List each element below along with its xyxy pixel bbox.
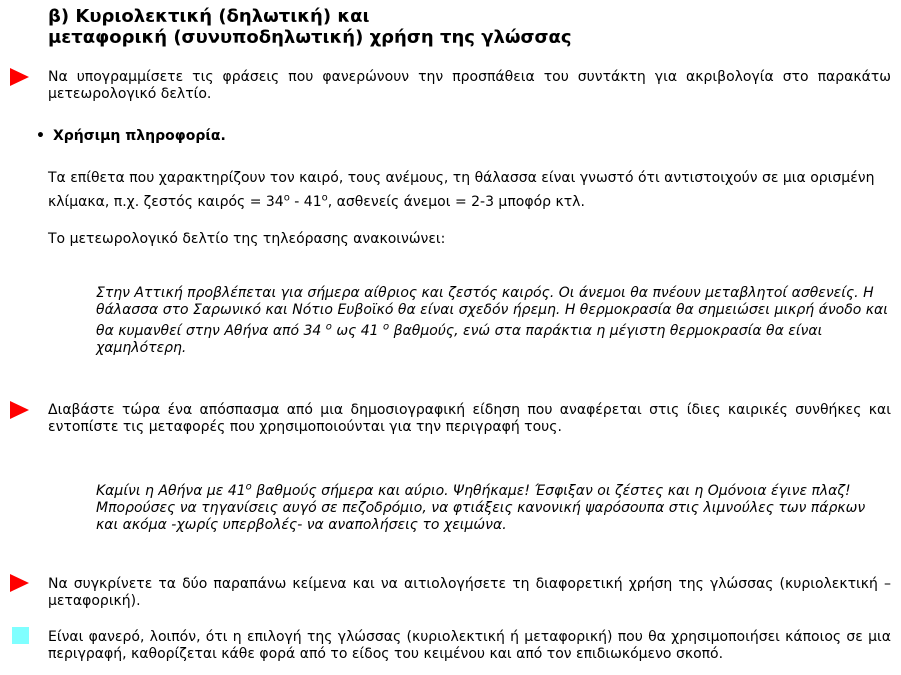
info-line-2b: - 41 — [289, 194, 322, 210]
bulletin-part-2c: βαθμούς, ενώ στα παράκτια η μέγιστη θερμοκρασία θα είναι χαμηλότερη. — [96, 323, 823, 356]
degree-mark: o — [245, 481, 252, 493]
section-title — [48, 6, 572, 48]
weather-bulletin-quote — [96, 285, 891, 357]
conclusion-text: Είναι φανερό, λοιπόν, ότι η επιλογή της γλώσσας (κυριολεκτική ή μεταφορική) που θα χρησιμοποιήσει κάποιος σε μια περιγραφή, καθορίζεται κάθε φορά από το είδος του κειμένου και από τον επιδιωκόμενο σκοπό. — [48, 629, 891, 662]
news-excerpt-quote — [96, 483, 891, 534]
task-2-text: Διαβάστε τώρα ένα απόσπασμα από μια δημοσιογραφική είδηση που αναφέρεται στις ίδιες καιρικές συνθήκες και εντοπίστε τις μεταφορές που χρησιμοποιούνται για την περιγραφή τους. — [48, 402, 891, 435]
info-paragraph — [48, 166, 891, 214]
info-line-2a: κλίμακα, π.χ. ζεστός καιρός = 34 — [48, 194, 284, 210]
red-triangle-arrow-icon — [10, 574, 29, 592]
news-part-1: Καμίνι η Αθήνα με 41 — [96, 483, 246, 499]
useful-info-heading — [36, 126, 226, 146]
section-title-line-1: β) Κυριολεκτική (δηλωτική) και — [48, 6, 370, 27]
bulletin-part-1: Στην Αττική προβλέπεται για σήμερα αίθριος και ζεστός καιρός. Οι άνεμοι θα πνέουν μεταβλητοί ασθενείς. Η θάλασσα στο Σαρωνικό και Νότιο Ευβοϊκό θα είναι σχεδόν ήρεμη. Η θερμοκρασία θα σημειώσει μικρή άνοδο και — [96, 285, 889, 318]
bullet-icon: • — [36, 128, 45, 144]
task-3-text: Να συγκρίνετε τα δύο παραπάνω κείμενα και να αιτιολογήσετε τη διαφορετική χρήση της γλώσσας (κυριολεκτική – μεταφορική). — [48, 576, 891, 609]
degree-mark: o — [283, 192, 290, 204]
news-part-2: βαθμούς σήμερα και αύριο. Ψηθήκαμε! Έσφιξαν οι ζέστες και η Ομόνοια έγινε πλαζ! Μπορούσες να τηγανίσεις αυγό σε πεζοδρόμιο, να φτιάξεις κανονική ψαρόσουπα στις λιμνούλες των πάρκων και ακόμα -χωρίς υπερβολές- να αναπολήσεις το χειμώνα. — [96, 483, 866, 533]
info-line-2c: , ασθενείς άνεμοι = 2-3 μποφόρ κτλ. — [327, 194, 585, 210]
task-1-text: Να υπογραμμίσετε τις φράσεις που φανερώνουν την προσπάθεια του συντάκτη για ακριβολογία στο παρακάτω μετεωρολογικό δελτίο. — [48, 69, 891, 102]
cyan-square-icon — [12, 627, 29, 644]
bulletin-part-2a: θα κυμανθεί στην Αθήνα από 34 — [96, 323, 326, 339]
info-line-1: Τα επίθετα που χαρακτηρίζουν τον καιρό, τους ανέμους, τη θάλασσα είναι γνωστό ότι αντιστοιχούν σε μια ορισμένη — [48, 170, 875, 186]
section-title-line-2: μεταφορική (συνυποδηλωτική) χρήση της γλώσσας — [48, 27, 572, 48]
bulletin-part-2b: ως 41 — [331, 323, 384, 339]
bulletin-intro: Το μετεωρολογικό δελτίο της τηλεόρασης ανακοινώνει: — [48, 231, 446, 247]
degree-mark: o — [321, 192, 328, 204]
degree-mark: o — [325, 321, 332, 333]
degree-mark: o — [383, 321, 390, 333]
useful-info-label: Χρήσιμη πληροφορία. — [52, 128, 226, 144]
red-triangle-arrow-icon — [10, 68, 29, 86]
red-triangle-arrow-icon — [10, 401, 29, 419]
